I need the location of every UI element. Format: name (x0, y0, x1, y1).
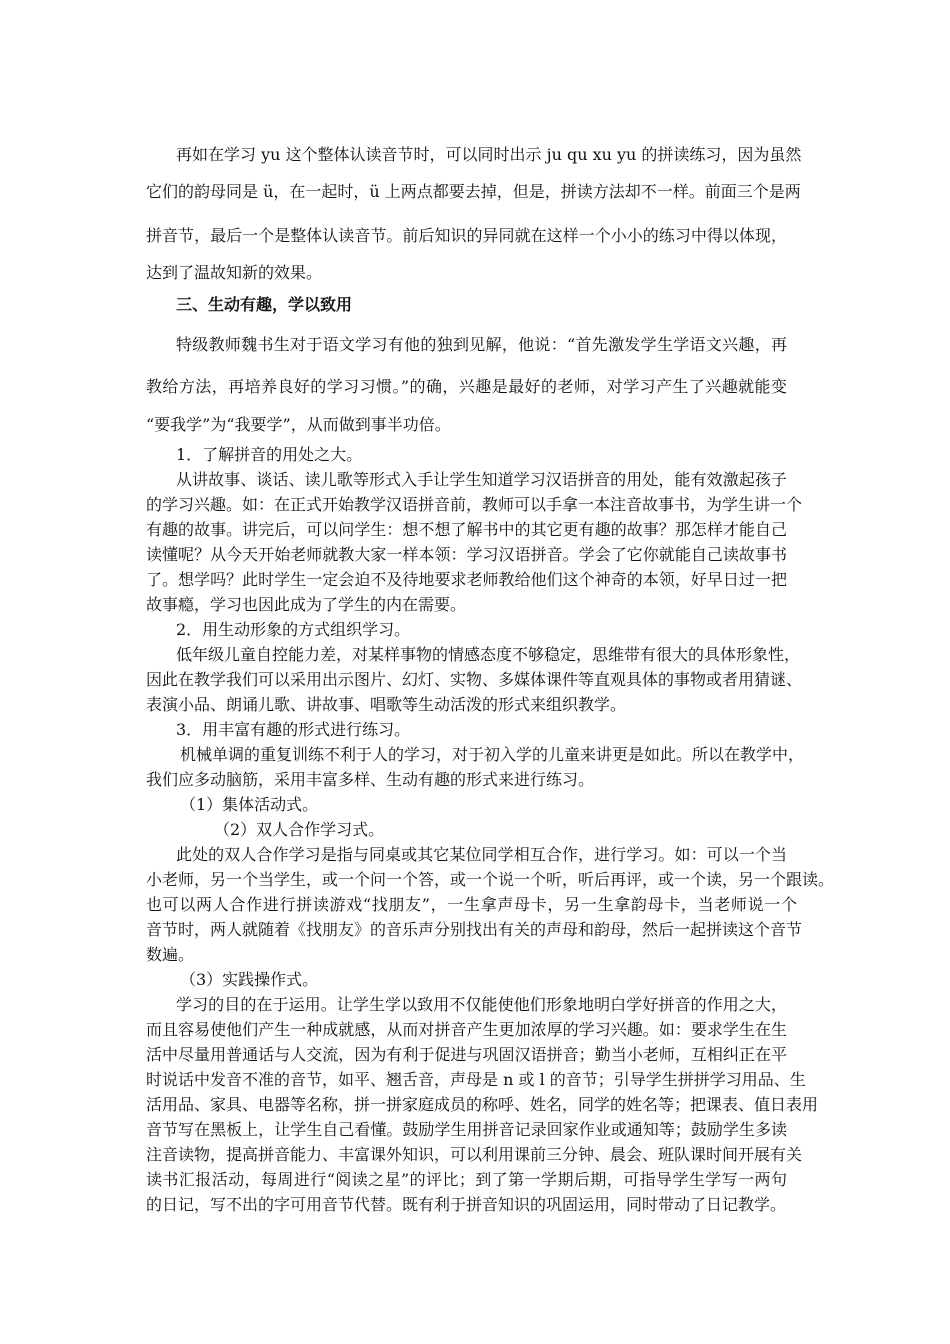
list-subheading (0, 791, 950, 819)
line-text: 注音读物，提高拼音能力、丰富课外知识，可以利用课前三分钟、晨会、班队课时间开展有关 (146, 1145, 803, 1164)
text-line (0, 916, 950, 944)
line-text: 的日记，写不出的字可用音节代替。既有利于拼音知识的巩固运用，同时带动了日记教学。 (146, 1195, 787, 1214)
line-text: 再如在学习 yu 这个整体认读音节时，可以同时出示 ju qu xu yu 的拼读练习，因为虽然 (176, 145, 802, 164)
line-text: 数遍。 (146, 945, 195, 964)
text-line (0, 331, 950, 359)
line-text: 达到了温故知新的效果。 (146, 263, 323, 282)
text-line (0, 866, 950, 894)
line-text: 读书汇报活动，每周进行“阅读之星”的评比；到了第一学期后期，可指导学生学写一两句 (146, 1170, 787, 1189)
list-heading (0, 716, 950, 744)
line-text: 学习的目的在于运用。让学生学以致用不仅能使他们形象地明白学好拼音的作用之大， (176, 995, 787, 1014)
list-subheading (0, 816, 950, 844)
text-line (0, 666, 950, 694)
line-text: 时说话中发音不准的音节，如平、翘舌音，声母是 n 或 l 的音节；引导学生拼拼学习用品、生 (146, 1070, 806, 1089)
line-text: 小老师，另一个当学生，或一个问一个答，或一个说一个听，听后再评，或一个读，另一个跟读。 (146, 870, 835, 889)
list-heading-text: 1．了解拼音的用处之大。 (176, 445, 363, 464)
text-line (0, 841, 950, 869)
line-text: 了。想学吗？此时学生一定会迫不及待地要求老师教给他们这个神奇的本领，好早日过一把 (146, 570, 787, 589)
line-text: 活用品、家具、电器等名称，拼一拼家庭成员的称呼、姓名，同学的姓名等；把课表、值日表用 (146, 1095, 819, 1114)
text-line (0, 1166, 950, 1194)
text-line (0, 222, 950, 250)
text-line (0, 991, 950, 1019)
text-line (0, 1066, 950, 1094)
text-line (0, 1116, 950, 1144)
line-text: 因此在教学我们可以采用出示图片、幻灯、实物、多媒体课件等直观具体的事物或者用猜谜、 (146, 670, 803, 689)
line-text: “要我学”为“我要学”，从而做到事半功倍。 (146, 415, 451, 434)
text-line (0, 541, 950, 569)
text-line (0, 141, 950, 169)
line-text: 音节写在黑板上，让学生自己看懂。鼓励学生用拼音记录回家作业或通知等；鼓励学生多读 (146, 1120, 787, 1139)
text-line (0, 491, 950, 519)
text-line (0, 259, 950, 287)
text-line (0, 1191, 950, 1219)
line-text: 表演小品、朗诵儿歌、讲故事、唱歌等生动活泼的形式来组织教学。 (146, 695, 627, 714)
line-text: 活中尽量用普通话与人交流，因为有利于促进与巩固汉语拼音；勤当小老师，互相纠正在平 (146, 1045, 787, 1064)
list-heading-text: 2．用生动形象的方式组织学习。 (176, 620, 411, 639)
text-line (0, 741, 950, 769)
list-subheading-text: （1）集体活动式。 (180, 795, 319, 814)
text-line (0, 411, 950, 439)
line-text: 从讲故事、谈话、读儿歌等形式入手让学生知道学习汉语拼音的用处，能有效激起孩子 (176, 470, 787, 489)
text-line (0, 641, 950, 669)
line-text: 它们的韵母同是 ü，在一起时，ü 上两点都要去掉，但是，拼读方法却不一样。前面三个是两 (146, 182, 801, 201)
line-text: 我们应多动脑筋，采用丰富多样、生动有趣的形式来进行练习。 (146, 770, 595, 789)
line-text: 音节时，两人就随着《找朋友》的音乐声分别找出有关的声母和韵母，然后一起拼读这个音节 (146, 920, 803, 939)
list-subheading-text: （2）双人合作学习式。 (214, 820, 385, 839)
text-line (0, 1016, 950, 1044)
line-text: 的学习兴趣。如：在正式开始教学汉语拼音前，教师可以手拿一本注音故事书，为学生讲一个 (146, 495, 803, 514)
line-text: 也可以两人合作进行拼读游戏“找朋友”，一生拿声母卡，另一生拿韵母卡，当老师说一个 (146, 895, 797, 914)
section-heading-text: 三、生动有趣，学以致用 (176, 295, 353, 314)
text-line (0, 566, 950, 594)
line-text: 有趣的故事。讲完后，可以问学生：想不想了解书中的其它更有趣的故事？那怎样才能自己 (146, 520, 787, 539)
section-heading (0, 291, 950, 319)
line-text: 而且容易使他们产生一种成就感，从而对拼音产生更加浓厚的学习兴趣。如：要求学生在生 (146, 1020, 787, 1039)
text-line (0, 941, 950, 969)
text-line (0, 591, 950, 619)
line-text: 读懂呢？从今天开始老师就教大家一样本领：学习汉语拼音。学会了它你就能自己读故事书 (146, 545, 787, 564)
line-text: 此处的双人合作学习是指与同桌或其它某位同学相互合作，进行学习。如：可以一个当 (176, 845, 787, 864)
text-line (0, 1041, 950, 1069)
text-line (0, 891, 950, 919)
text-line (0, 766, 950, 794)
line-text: 教给方法，再培养良好的学习习惯。”的确，兴趣是最好的老师，对学习产生了兴趣就能变 (146, 377, 787, 396)
text-line (0, 466, 950, 494)
text-line (0, 373, 950, 401)
text-line (0, 1141, 950, 1169)
text-line (0, 516, 950, 544)
list-heading (0, 441, 950, 469)
text-line (0, 178, 950, 206)
line-text: 特级教师魏书生对于语文学习有他的独到见解，他说：“首先激发学生学语文兴趣，再 (176, 335, 787, 354)
line-text: 机械单调的重复训练不利于人的学习，对于初入学的儿童来讲更是如此。所以在教学中， (180, 745, 805, 764)
list-heading (0, 616, 950, 644)
line-text: 故事瘾，学习也因此成为了学生的内在需要。 (146, 595, 467, 614)
list-heading-text: 3．用丰富有趣的形式进行练习。 (176, 720, 411, 739)
list-subheading (0, 966, 950, 994)
list-subheading-text: （3）实践操作式。 (180, 970, 319, 989)
text-line (0, 1091, 950, 1119)
line-text: 拼音节，最后一个是整体认读音节。前后知识的异同就在这样一个小小的练习中得以体现， (146, 226, 787, 245)
text-line (0, 691, 950, 719)
line-text: 低年级儿童自控能力差，对某样事物的情感态度不够稳定，思维带有很大的具体形象性， (176, 645, 801, 664)
